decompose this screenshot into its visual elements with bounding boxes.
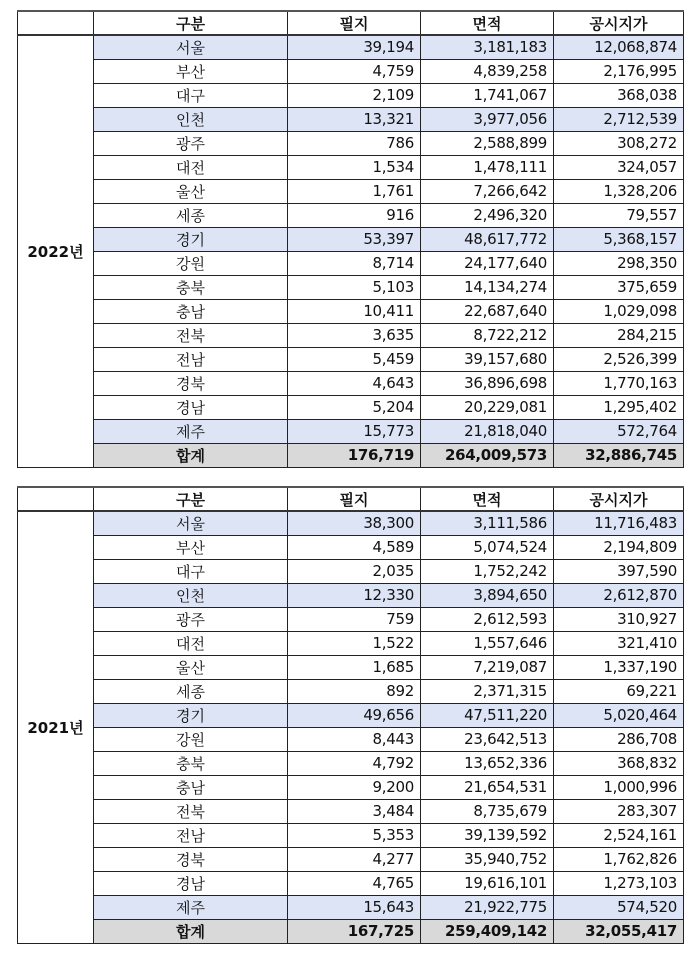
parcels-cell: 8,714 [288, 251, 421, 275]
area-cell: 1,752,242 [421, 559, 554, 583]
price-cell: 368,038 [554, 83, 684, 107]
total-price: 32,055,417 [554, 919, 684, 943]
table-row [18, 799, 684, 823]
year-label: 2021년 [18, 511, 94, 943]
area-cell: 3,894,650 [421, 583, 554, 607]
parcels-cell: 1,685 [288, 655, 421, 679]
region-cell: 전남 [94, 823, 288, 847]
price-cell: 2,524,161 [554, 823, 684, 847]
table-row [18, 655, 684, 679]
total-price: 32,886,745 [554, 443, 684, 467]
price-cell: 69,221 [554, 679, 684, 703]
region-cell: 대전 [94, 631, 288, 655]
price-cell: 1,762,826 [554, 847, 684, 871]
parcels-cell: 4,589 [288, 535, 421, 559]
header-parcels: 필지 [288, 11, 421, 35]
area-cell: 4,839,258 [421, 59, 554, 83]
parcels-cell: 9,200 [288, 775, 421, 799]
table-row [18, 347, 684, 371]
parcels-cell: 2,035 [288, 559, 421, 583]
total-area: 264,009,573 [421, 443, 554, 467]
region-cell: 전북 [94, 799, 288, 823]
total-row [18, 919, 684, 943]
table-row [18, 511, 684, 535]
parcels-cell: 2,109 [288, 83, 421, 107]
header-row [18, 11, 684, 35]
price-cell: 2,612,870 [554, 583, 684, 607]
price-cell: 2,526,399 [554, 347, 684, 371]
region-cell: 경기 [94, 703, 288, 727]
parcels-cell: 916 [288, 203, 421, 227]
table-row [18, 131, 684, 155]
area-cell: 8,735,679 [421, 799, 554, 823]
table-row [18, 179, 684, 203]
table-row [18, 847, 684, 871]
region-cell: 부산 [94, 535, 288, 559]
parcels-cell: 4,643 [288, 371, 421, 395]
parcels-cell: 4,759 [288, 59, 421, 83]
region-cell: 강원 [94, 727, 288, 751]
region-cell: 충남 [94, 775, 288, 799]
price-cell: 283,307 [554, 799, 684, 823]
table-row [18, 607, 684, 631]
header-area: 면적 [421, 11, 554, 35]
area-cell: 21,654,531 [421, 775, 554, 799]
price-cell: 308,272 [554, 131, 684, 155]
parcels-cell: 4,792 [288, 751, 421, 775]
area-cell: 2,612,593 [421, 607, 554, 631]
price-cell: 298,350 [554, 251, 684, 275]
region-cell: 경남 [94, 871, 288, 895]
parcels-cell: 13,321 [288, 107, 421, 131]
table-row [18, 419, 684, 443]
area-cell: 23,642,513 [421, 727, 554, 751]
parcels-cell: 786 [288, 131, 421, 155]
parcels-cell: 1,534 [288, 155, 421, 179]
region-cell: 대구 [94, 559, 288, 583]
table-row [18, 251, 684, 275]
price-cell: 324,057 [554, 155, 684, 179]
region-cell: 울산 [94, 655, 288, 679]
parcels-cell: 5,353 [288, 823, 421, 847]
area-cell: 2,496,320 [421, 203, 554, 227]
area-cell: 20,229,081 [421, 395, 554, 419]
table-row [18, 775, 684, 799]
area-cell: 2,371,315 [421, 679, 554, 703]
region-cell: 인천 [94, 107, 288, 131]
price-cell: 375,659 [554, 275, 684, 299]
area-cell: 48,617,772 [421, 227, 554, 251]
region-cell: 제주 [94, 895, 288, 919]
header-region: 구분 [94, 11, 288, 35]
table-row [18, 727, 684, 751]
area-cell: 36,896,698 [421, 371, 554, 395]
region-cell: 대전 [94, 155, 288, 179]
table-row [18, 895, 684, 919]
header-price: 공시지가 [554, 487, 684, 511]
region-cell: 서울 [94, 511, 288, 535]
header-parcels: 필지 [288, 487, 421, 511]
table-row [18, 703, 684, 727]
area-cell: 21,818,040 [421, 419, 554, 443]
area-cell: 35,940,752 [421, 847, 554, 871]
table-row [18, 323, 684, 347]
header-blank [18, 11, 94, 35]
header-blank [18, 487, 94, 511]
table-row [18, 751, 684, 775]
region-cell: 대구 [94, 83, 288, 107]
table-row [18, 275, 684, 299]
price-cell: 284,215 [554, 323, 684, 347]
header-region: 구분 [94, 487, 288, 511]
table-row [18, 395, 684, 419]
total-parcels: 176,719 [288, 443, 421, 467]
region-cell: 제주 [94, 419, 288, 443]
region-cell: 광주 [94, 607, 288, 631]
parcels-cell: 15,773 [288, 419, 421, 443]
area-cell: 1,741,067 [421, 83, 554, 107]
area-cell: 7,219,087 [421, 655, 554, 679]
price-cell: 1,029,098 [554, 299, 684, 323]
area-cell: 7,266,642 [421, 179, 554, 203]
price-cell: 11,716,483 [554, 511, 684, 535]
price-cell: 1,337,190 [554, 655, 684, 679]
price-cell: 1,295,402 [554, 395, 684, 419]
land-table-2022 [17, 10, 684, 468]
table-row [18, 535, 684, 559]
area-cell: 8,722,212 [421, 323, 554, 347]
price-cell: 5,020,464 [554, 703, 684, 727]
table-row [18, 83, 684, 107]
area-cell: 24,177,640 [421, 251, 554, 275]
parcels-cell: 3,484 [288, 799, 421, 823]
total-parcels: 167,725 [288, 919, 421, 943]
region-cell: 경기 [94, 227, 288, 251]
table-row [18, 59, 684, 83]
parcels-cell: 1,761 [288, 179, 421, 203]
area-cell: 39,139,592 [421, 823, 554, 847]
header-row [18, 487, 684, 511]
parcels-cell: 8,443 [288, 727, 421, 751]
area-cell: 3,977,056 [421, 107, 554, 131]
area-cell: 14,134,274 [421, 275, 554, 299]
price-cell: 321,410 [554, 631, 684, 655]
parcels-cell: 4,277 [288, 847, 421, 871]
total-area: 259,409,142 [421, 919, 554, 943]
region-cell: 세종 [94, 679, 288, 703]
parcels-cell: 4,765 [288, 871, 421, 895]
region-cell: 경북 [94, 847, 288, 871]
table-row [18, 203, 684, 227]
price-cell: 79,557 [554, 203, 684, 227]
parcels-cell: 38,300 [288, 511, 421, 535]
price-cell: 2,176,995 [554, 59, 684, 83]
region-cell: 서울 [94, 35, 288, 59]
area-cell: 22,687,640 [421, 299, 554, 323]
area-cell: 2,588,899 [421, 131, 554, 155]
price-cell: 2,712,539 [554, 107, 684, 131]
price-cell: 368,832 [554, 751, 684, 775]
parcels-cell: 759 [288, 607, 421, 631]
region-cell: 광주 [94, 131, 288, 155]
price-cell: 1,328,206 [554, 179, 684, 203]
price-cell: 397,590 [554, 559, 684, 583]
price-cell: 286,708 [554, 727, 684, 751]
year-label: 2022년 [18, 35, 94, 467]
price-cell: 1,000,996 [554, 775, 684, 799]
table-row [18, 299, 684, 323]
table-row [18, 679, 684, 703]
table-row [18, 107, 684, 131]
area-cell: 21,922,775 [421, 895, 554, 919]
region-cell: 인천 [94, 583, 288, 607]
price-cell: 5,368,157 [554, 227, 684, 251]
area-cell: 3,181,183 [421, 35, 554, 59]
table-row [18, 35, 684, 59]
table-row [18, 823, 684, 847]
table-row [18, 559, 684, 583]
area-cell: 13,652,336 [421, 751, 554, 775]
region-cell: 경북 [94, 371, 288, 395]
price-cell: 310,927 [554, 607, 684, 631]
price-cell: 572,764 [554, 419, 684, 443]
price-cell: 1,273,103 [554, 871, 684, 895]
parcels-cell: 1,522 [288, 631, 421, 655]
price-cell: 12,068,874 [554, 35, 684, 59]
region-cell: 전남 [94, 347, 288, 371]
land-table-2021 [17, 486, 684, 944]
parcels-cell: 892 [288, 679, 421, 703]
region-cell: 강원 [94, 251, 288, 275]
region-cell: 충남 [94, 299, 288, 323]
parcels-cell: 5,103 [288, 275, 421, 299]
table-row [18, 583, 684, 607]
area-cell: 1,557,646 [421, 631, 554, 655]
total-row [18, 443, 684, 467]
region-cell: 경남 [94, 395, 288, 419]
parcels-cell: 49,656 [288, 703, 421, 727]
area-cell: 19,616,101 [421, 871, 554, 895]
table-row [18, 155, 684, 179]
total-label: 합계 [94, 919, 288, 943]
parcels-cell: 12,330 [288, 583, 421, 607]
region-cell: 부산 [94, 59, 288, 83]
parcels-cell: 5,204 [288, 395, 421, 419]
price-cell: 1,770,163 [554, 371, 684, 395]
area-cell: 1,478,111 [421, 155, 554, 179]
parcels-cell: 3,635 [288, 323, 421, 347]
total-label: 합계 [94, 443, 288, 467]
table-row [18, 631, 684, 655]
area-cell: 47,511,220 [421, 703, 554, 727]
area-cell: 5,074,524 [421, 535, 554, 559]
parcels-cell: 10,411 [288, 299, 421, 323]
table-row [18, 227, 684, 251]
area-cell: 3,111,586 [421, 511, 554, 535]
parcels-cell: 15,643 [288, 895, 421, 919]
region-cell: 울산 [94, 179, 288, 203]
region-cell: 충북 [94, 751, 288, 775]
table-row [18, 371, 684, 395]
region-cell: 세종 [94, 203, 288, 227]
header-area: 면적 [421, 487, 554, 511]
table-row [18, 871, 684, 895]
parcels-cell: 39,194 [288, 35, 421, 59]
parcels-cell: 53,397 [288, 227, 421, 251]
price-cell: 2,194,809 [554, 535, 684, 559]
parcels-cell: 5,459 [288, 347, 421, 371]
region-cell: 충북 [94, 275, 288, 299]
header-price: 공시지가 [554, 11, 684, 35]
region-cell: 전북 [94, 323, 288, 347]
price-cell: 574,520 [554, 895, 684, 919]
area-cell: 39,157,680 [421, 347, 554, 371]
